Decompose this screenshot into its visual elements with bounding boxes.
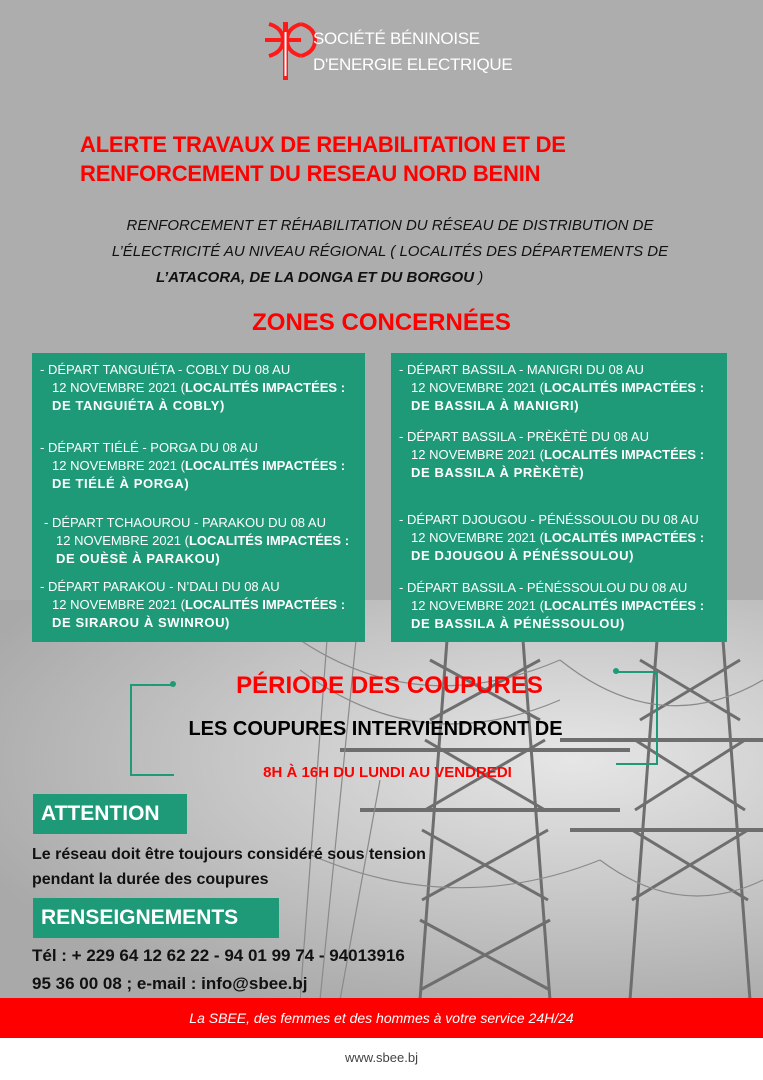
website-link[interactable]: www.sbee.bj [345,1050,418,1065]
zone-localities: DE DJOUGOU À PÉNÉSSOULOU) [411,548,635,563]
renseignements-label: RENSEIGNEMENTS [33,898,279,938]
zones-title: ZONES CONCERNÉES [252,309,511,336]
zone-item [399,579,723,633]
zone-item [40,578,361,632]
subtitle-line-2: L’ÉLECTRICITÉ AU NIVEAU RÉGIONAL ( LOCALITÉS DES DÉPARTEMENTS DE [111,243,669,260]
departments: L’ATACORA, DE LA DONGA ET DU BORGOU [156,269,475,286]
zone-depart: - DÉPART BASSILA - PÉNÉSSOULOU [399,580,626,595]
contact-phones: Tél : + 229 64 12 62 22 - 94 01 99 74 - 94013916 [32,946,405,965]
zone-item [399,511,723,565]
attention-line-1: Le réseau doit être toujours considéré sous tension [32,846,426,863]
zone-depart: - DÉPART DJOUGOU - PÉNÉSSOULOU [399,512,638,527]
footer-website-area [0,1038,763,1080]
zone-date: 12 NOVEMBRE 2021 ( [411,530,544,545]
zone-depart: - DÉPART TANGUIÉTA - COBLY [40,362,229,377]
zone-date: 12 NOVEMBRE 2021 ( [411,380,544,395]
zone-item [40,361,361,415]
zone-loc-label: LOCALITÉS IMPACTÉES : [543,530,705,545]
zone-date: 12 NOVEMBRE 2021 ( [411,447,544,462]
attention-line-2: pendant la durée des coupures [32,871,269,888]
zone-du: DU 08 AU [582,362,644,377]
zone-depart: - DÉPART PARAKOU - N’DALI [40,579,219,594]
zone-du: DU 08 AU [196,440,258,455]
coupures-hours: 8H À 16H DU LUNDI AU VENDREDI [263,764,512,781]
attention-label: ATTENTION [33,794,187,834]
logo-line-2: D'ENERGIE ELECTRIQUE [313,55,513,74]
title-line-2: RENFORCEMENT DU RESEAU NORD BENIN [80,161,541,186]
footer-slogan: La SBEE, des femmes et des hommes à votre service 24H/24 [0,998,763,1038]
contact-email: 95 36 00 08 ; e-mail : info@sbee.bj [32,974,308,993]
zone-depart: - DÉPART BASSILA - MANIGRI [399,362,583,377]
logo-line-1: SOCIÉTÉ BÉNINOISE [313,29,480,48]
power-tower-image [300,600,763,1000]
zone-loc-label: LOCALITÉS IMPACTÉES : [188,533,350,548]
zone-du: DU 08 AU [228,362,291,377]
zone-date: 12 NOVEMBRE 2021 ( [56,533,189,548]
zone-loc-label: LOCALITÉS IMPACTÉES : [543,598,705,613]
zone-depart: - DÉPART TIÉLÉ - PORGA [40,440,197,455]
subtitle-line-3-end: ) [474,269,484,286]
zone-item [44,514,361,568]
zone-item [399,361,723,415]
zone-loc-label: LOCALITÉS IMPACTÉES : [184,458,346,473]
subtitle-line-3 [60,265,720,291]
zone-localities: DE BASSILA À MANIGRI) [411,398,580,413]
subtitle-line-1: RENFORCEMENT ET RÉHABILITATION DU RÉSEAU DE DISTRIBUTION DE [126,217,654,234]
zone-date: 12 NOVEMBRE 2021 ( [52,458,185,473]
zone-loc-label: LOCALITÉS IMPACTÉES : [543,447,705,462]
zone-localities: DE BASSILA À PRÈKÈTÈ) [411,465,585,480]
zone-loc-label: LOCALITÉS IMPACTÉES : [184,597,346,612]
subtitle [60,213,720,291]
zone-localities: DE SIRAROU À SWINROU) [52,615,230,630]
zone-du: DU 08 AU [264,515,326,530]
logo-text [313,26,512,78]
zone-loc-label: LOCALITÉS IMPACTÉES : [543,380,705,395]
zone-localities: DE TANGUIÉTA À COBLY) [52,398,225,413]
zone-item [40,439,361,493]
zones-box-right [391,353,727,642]
zones-box-left [32,353,365,642]
zone-du: DU 08 AU [218,579,280,594]
zone-du: DU 08 AU [637,512,699,527]
periode-title: PÉRIODE DES COUPURES [236,672,543,699]
contact-info [32,942,405,998]
zone-du: DU 08 AU [625,580,688,595]
zone-localities: DE OUÈSÈ À PARAKOU) [56,551,221,566]
zone-date: 12 NOVEMBRE 2021 ( [52,597,185,612]
title-line-1: ALERTE TRAVAUX DE REHABILITATION ET DE [80,132,566,157]
zone-localities: DE TIÉLÉ À PORGA) [52,476,190,491]
zone-item [399,428,723,482]
page-title [80,130,700,188]
zone-localities: DE BASSILA À PÉNÉSSOULOU) [411,616,625,631]
zone-depart: - DÉPART BASSILA - PRÈKÈTÈ [399,429,588,444]
attention-text [32,842,426,892]
zone-date: 12 NOVEMBRE 2021 ( [411,598,544,613]
coupures-line: LES COUPURES INTERVIENDRONT DE [188,718,563,740]
zone-du: DU 08 AU [587,429,649,444]
zone-loc-label: LOCALITÉS IMPACTÉES : [184,380,346,395]
zone-date: 12 NOVEMBRE 2021 ( [52,380,185,395]
zone-depart: - DÉPART TCHAOUROU - PARAKOU [44,515,265,530]
